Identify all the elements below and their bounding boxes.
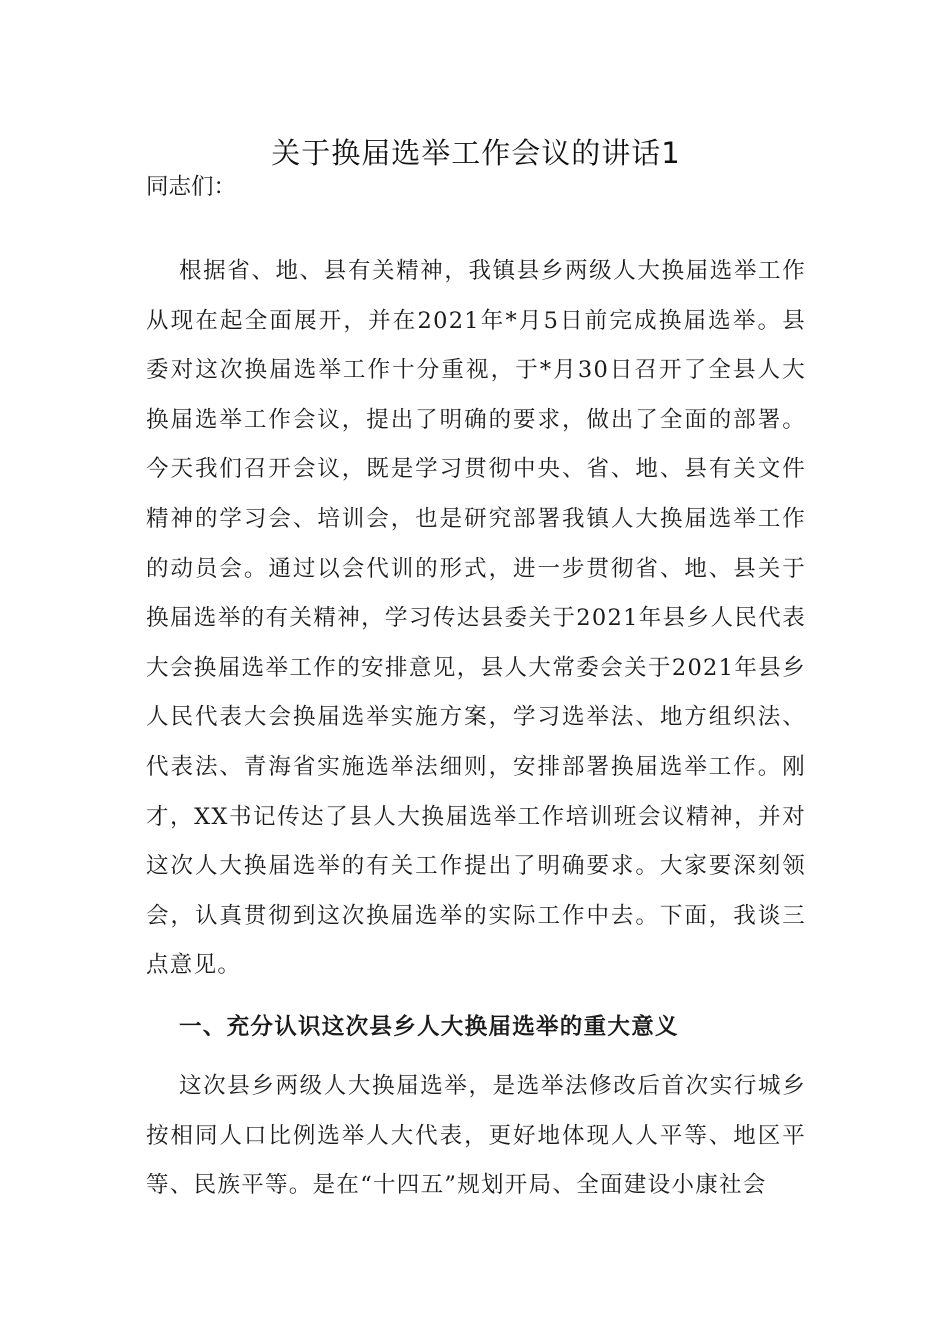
section-heading-1: 一、充分认识这次县乡人大换届选举的重大意义 <box>179 1014 679 1040</box>
document-title: 关于换届选举工作会议的讲话1 <box>271 136 681 170</box>
body-paragraph-1: 根据省、地、县有关精神，我镇县乡两级人大换届选举工作从现在起全面展开，并在2021年*月5日前完成换届选举。县委对这次换届选举工作十分重视，于*月30日召开了全县人大换届选举工作会议，提出了明确的要求，做出了全面的部署。今天我们召开会议，既是学习贯彻中央、省、地、县有关文件精神的学习会、培训会，也是研究部署我镇人大换届选举工作的动员会。通过以会代训的形式，进一步贯彻省、地、县关于换届选举的有关精神，学习传达县委关于2021年县乡人民代表大会换届选举工作的安排意见，县人大常委会关于2021年县乡人民代表大会换届选举实施方案，学习选举法、地方组织法、代表法、青海省实施选举法细则，安排部署换届选举工作。刚才，XX书记传达了县人大换届选举工作培训班会议精神，并对这次人大换届选举的有关工作提出了明确要求。大家要深刻领会，认真贯彻到这次换届选举的实际工作中去。下面，我谈三点意见。 <box>146 258 806 979</box>
body-paragraph-2: 这次县乡两级人大换届选举，是选举法修改后首次实行城乡按相同人口比例选举人大代表，更好地体现人人平等、地区平等、民族平等。是在“十四五”规划开局、全面建设小康社会 <box>146 1073 806 1199</box>
salutation: 同志们： <box>146 174 237 200</box>
